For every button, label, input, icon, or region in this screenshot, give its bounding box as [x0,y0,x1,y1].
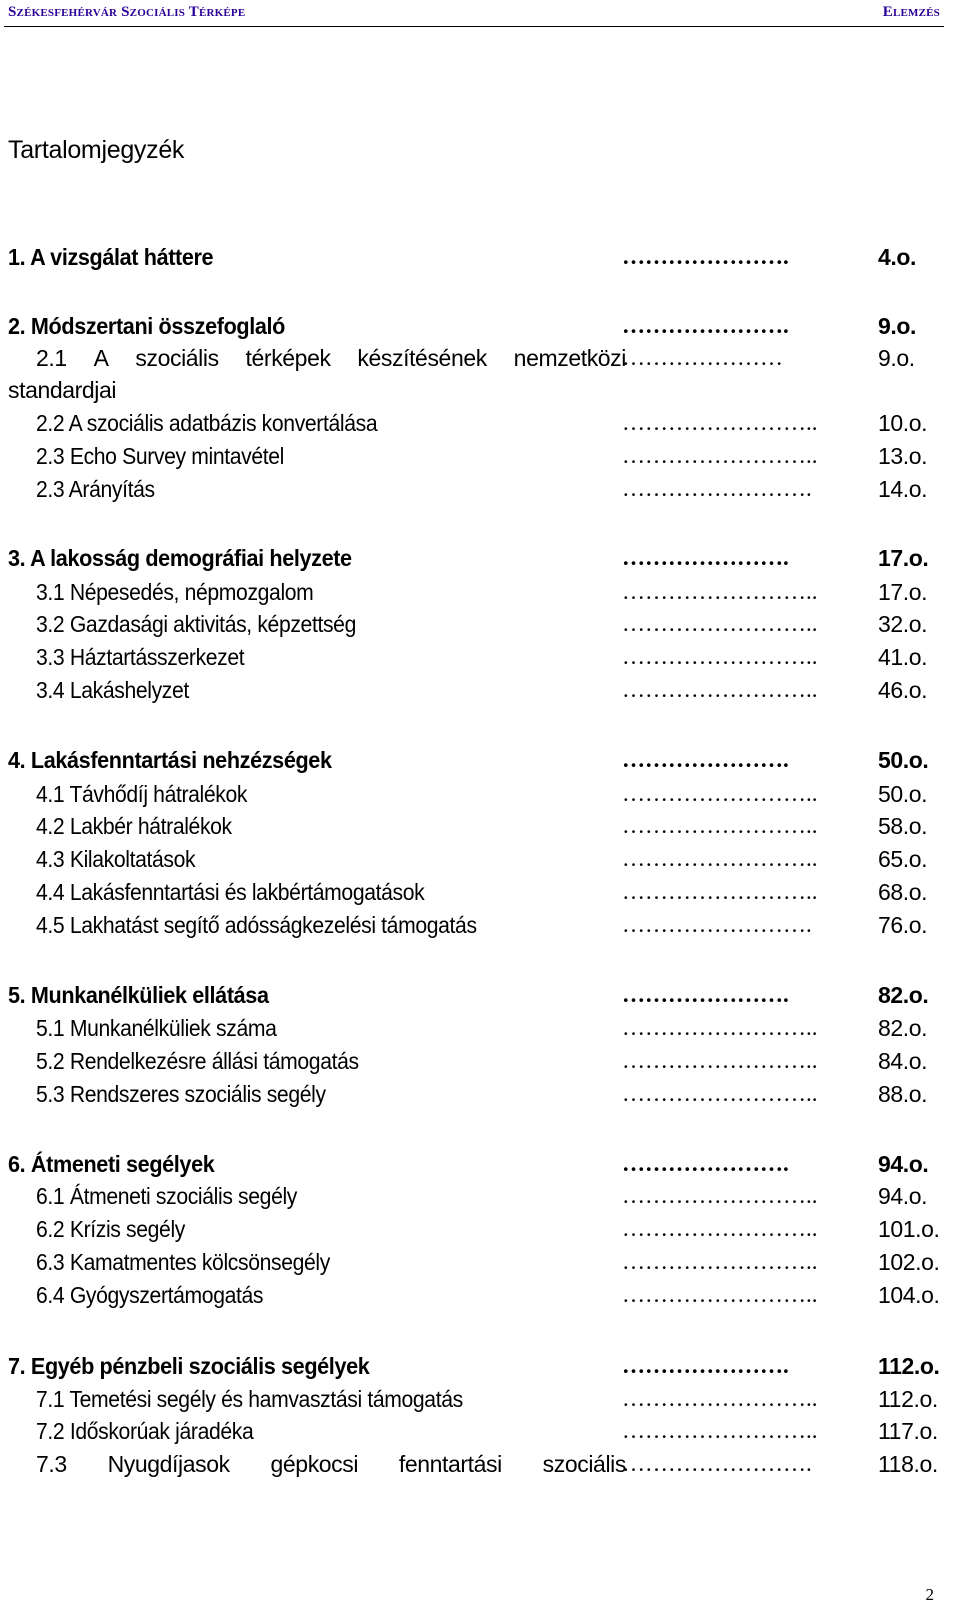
toc-entry-leader: …………………….. [622,1386,818,1411]
toc-entry[interactable] [0,1415,960,1447]
toc-entry-leader: …………………….. [622,1081,818,1106]
toc-entry-leader: …………………….. [622,677,818,702]
toc-entry-label: 6.1 Átmeneti szociális segély [36,1183,298,1209]
toc-entry-label: 5. Munkanélküliek ellátása [8,982,269,1008]
toc-entry-page: 9.o. [878,345,915,371]
toc-entry-word: szociális [542,1451,626,1477]
toc-entry-label: 2.3 Echo Survey mintavétel [36,443,285,469]
toc-entry[interactable] [0,542,960,574]
toc-entry-leader: …………………. [622,747,789,772]
toc-entry-page: 102.o. [878,1249,940,1275]
toc-entry-word: fenntartási [398,1451,502,1477]
toc-entry-leader: …………………. [622,545,789,570]
toc-entry-page: 50.o. [878,781,928,807]
toc-entry[interactable] [0,1213,960,1245]
toc-entry-leader: …………………….. [622,879,818,904]
toc-entry-word: gépkocsi [270,1451,359,1477]
toc-entry-page: 10.o. [878,410,928,436]
toc-entry-leader: …………………….. [622,1249,818,1274]
toc-entry[interactable] [0,310,960,342]
toc-entry[interactable] [0,1246,960,1278]
toc-entry-page: 84.o. [878,1048,928,1074]
toc-entry[interactable] [0,407,960,439]
toc-entry-page: 88.o. [878,1081,928,1107]
toc-entry-page: 46.o. [878,677,928,703]
toc-entry-label: 3.1 Népesedés, népmozgalom [36,579,314,605]
toc-entry-label: 5.1 Munkanélküliek száma [36,1015,277,1041]
toc-entry-label: 4.4 Lakásfenntartási és lakbértámogatások [36,879,425,905]
toc-entry-page: 17.o. [878,545,929,571]
toc-entry[interactable] [0,1448,960,1480]
toc-entry-label: 4.3 Kilakoltatások [36,846,196,872]
toc-entry-word: Nyugdíjasok [107,1451,230,1477]
toc-entry-leader: …………………….. [622,1216,818,1241]
toc-entry-leader: ……………………. [622,912,812,937]
toc-entry[interactable] [0,876,960,908]
toc-entry-page: 112.o. [878,1353,940,1379]
toc-entry[interactable] [0,342,960,374]
toc-entry-leader: …………………….. [622,781,818,806]
toc-entry-label: 4.5 Lakhatást segítő adósságkezelési támogatás [36,912,477,938]
toc-entry-label: 3.4 Lakáshelyzet [36,677,189,703]
toc-entry[interactable] [0,1148,960,1180]
toc-entry-label: 1. A vizsgálat háttere [8,244,214,270]
toc-entry-leader: …………………….. [622,579,818,604]
toc-entry[interactable] [0,473,960,505]
page-number: 2 [925,1585,934,1604]
toc-entry[interactable] [0,241,960,273]
toc-entry-page: 9.o. [878,313,917,339]
toc-entry-leader: …………………….. [622,846,818,871]
toc-entry-page: 4.o. [878,244,917,270]
toc-entry-leader: …………………. [622,982,789,1007]
toc-entry-leader: …………………….. [622,1183,818,1208]
toc-entry[interactable] [0,843,960,875]
toc-entry-page: 82.o. [878,982,929,1008]
toc-entry-label: 6.4 Gyógyszertámogatás [36,1282,264,1308]
toc-entry-label: 2.3 Arányítás [36,476,155,502]
toc-entry-page: 101.o. [878,1216,940,1242]
toc-entry-page: 17.o. [878,579,928,605]
toc-entry-word: 2.1 [36,345,67,371]
toc-entry[interactable] [0,909,960,941]
toc-entry-word: térképek [245,345,331,371]
toc-entry-label: 4.1 Távhődíj hátralékok [36,781,248,807]
toc-entry[interactable] [0,608,960,640]
toc-entry-leader: …………………. [622,1353,789,1378]
toc-entry-leader: …………………….. [622,1282,818,1307]
toc-entry[interactable] [0,778,960,810]
toc-entry-page: 112.o. [878,1386,938,1412]
toc-entry-label: standardjai [8,377,117,403]
toc-entry[interactable] [0,1180,960,1212]
toc-title: Tartalomjegyzék [8,136,185,164]
toc-entry-leader: …………………….. [622,410,818,435]
toc-entry[interactable] [0,1045,960,1077]
toc-entry-label: 7.1 Temetési segély és hamvasztási támogatás [36,1386,463,1412]
toc-entry-page: 32.o. [878,611,928,637]
toc-entry-label: 5.2 Rendelkezésre állási támogatás [36,1048,359,1074]
toc-entry-page: 118.o. [878,1451,938,1477]
toc-entry[interactable] [0,810,960,842]
toc-entry-page: 58.o. [878,813,928,839]
toc-entry[interactable] [0,1012,960,1044]
toc-entry-page: 94.o. [878,1151,929,1177]
toc-entry[interactable] [0,1078,960,1110]
toc-entry[interactable] [0,674,960,706]
toc-entry[interactable] [0,641,960,673]
toc-entry-leader: …………………….. [622,644,818,669]
toc-entry-leader: …………………….. [622,1418,818,1443]
toc-entry-leader: …………………. [622,1151,789,1176]
toc-entry-page: 65.o. [878,846,928,872]
toc-entry-leader: …………………….. [622,611,818,636]
toc-entry-label: 6. Átmeneti segélyek [8,1151,215,1177]
toc-entry-page: 68.o. [878,879,928,905]
toc-entry-label: 5.3 Rendszeres szociális segély [36,1081,326,1107]
toc-entry-leader: …………………….. [622,813,818,838]
toc-entry-label: 3.2 Gazdasági aktivitás, képzettség [36,611,356,637]
toc-entry-word: 7.3 [36,1451,67,1477]
toc-entry-word: szociális [135,345,219,371]
toc-entry-label: 2.2 A szociális adatbázis konvertálása [36,410,378,436]
toc-entry[interactable] [0,440,960,472]
toc-entry-label: 6.3 Kamatmentes kölcsönsegély [36,1249,330,1275]
toc-entry[interactable] [0,374,960,406]
toc-entry[interactable] [0,1350,960,1382]
toc-entry-leader: …………………….. [622,1048,818,1073]
toc-entry-page: 13.o. [878,443,928,469]
toc-entry-page: 41.o. [878,644,928,670]
toc-entry[interactable] [0,1279,960,1311]
toc-entry-label: 2. Módszertani összefoglaló [8,313,285,339]
header-section: Elemzés [882,4,940,20]
toc-entry-leader: ………………… [622,345,783,370]
toc-entry-page: 94.o. [878,1183,928,1209]
header-title: Székesfehérvár Szociális Térképe [8,4,246,20]
toc-entry-page: 82.o. [878,1015,928,1041]
toc-entry-leader: ……………………. [622,1451,812,1476]
toc-entry-page: 104.o. [878,1282,940,1308]
toc-entry[interactable] [0,744,960,776]
toc-entry[interactable] [0,979,960,1011]
toc-entry-leader: …………………….. [622,443,818,468]
toc-entry-page: 76.o. [878,912,928,938]
toc-entry[interactable] [0,576,960,608]
toc-entry-label: 4. Lakásfenntartási nehzézségek [8,747,332,773]
toc-entry-page: 117.o. [878,1418,938,1444]
toc-entry-label [36,342,626,374]
toc-entry-leader: …………………….. [622,1015,818,1040]
toc-entry-leader: …………………. [622,244,789,269]
toc-entry-label: 3.3 Háztartásszerkezet [36,644,245,670]
header-rule [4,26,944,27]
toc-entry-word: A [93,345,109,371]
toc-entry-label: 3. A lakosság demográfiai helyzete [8,545,352,571]
toc-entry[interactable] [0,1383,960,1415]
toc-entry-page: 14.o. [878,476,928,502]
toc-entry-word: nemzetközi [513,345,626,371]
toc-entry-label [36,1448,626,1480]
toc-entry-label: 4.2 Lakbér hátralékok [36,813,232,839]
toc-entry-label: 7.2 Időskorúak járadéka [36,1418,254,1444]
toc-entry-label: 6.2 Krízis segély [36,1216,185,1242]
toc-entry-leader: ……………………. [622,476,812,501]
toc-entry-word: készítésének [357,345,487,371]
toc-entry-page: 50.o. [878,747,929,773]
toc-entry-leader: …………………. [622,313,789,338]
toc-entry-label: 7. Egyéb pénzbeli szociális segélyek [8,1353,370,1379]
